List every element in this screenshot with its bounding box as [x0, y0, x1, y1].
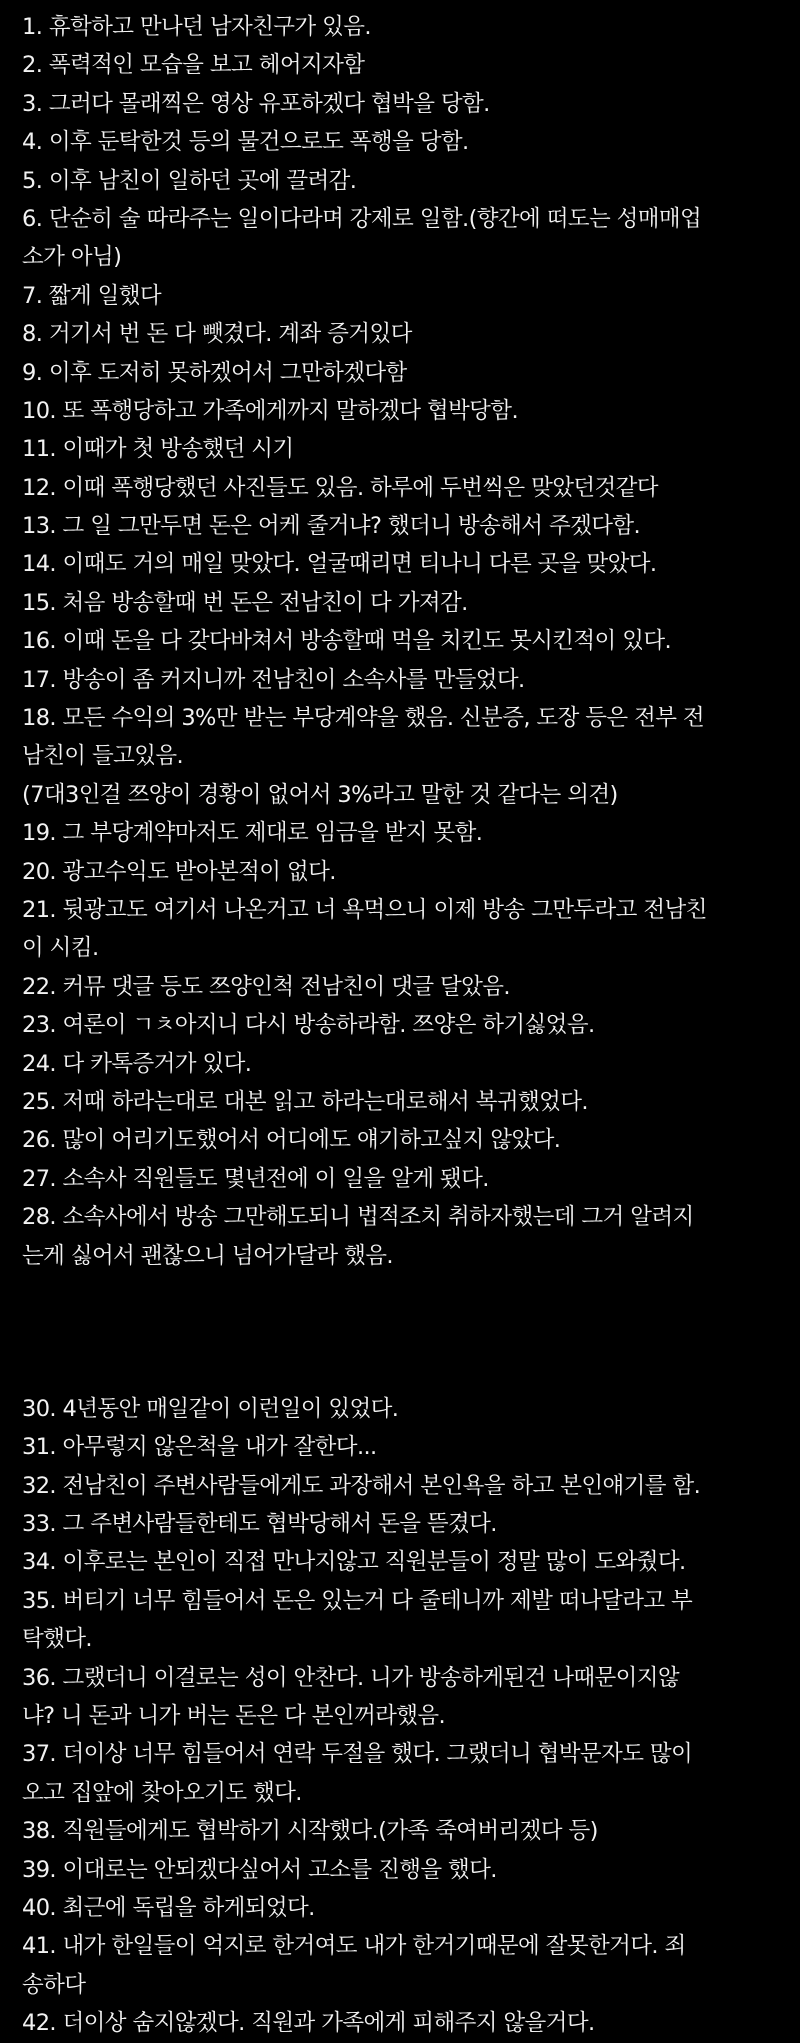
list-line: 31. 아무렇지 않은척을 내가 잘한다... — [22, 1434, 377, 1461]
list-line: 8. 거기서 번 돈 다 뺏겼다. 계좌 증거있다 — [22, 321, 412, 348]
list-line: 송하다 — [22, 1971, 86, 1998]
list-line: 13. 그 일 그만두면 돈은 어케 줄거냐? 했더니 방송해서 주겠다함. — [22, 513, 641, 540]
list-line: 27. 소속사 직원들도 몇년전에 이 일을 알게 됐다. — [22, 1165, 489, 1192]
list-line: 3. 그러다 몰래찍은 영상 유포하겠다 협박을 당함. — [22, 90, 490, 117]
list-line: 남친이 들고있음. — [22, 743, 184, 770]
list-line: 24. 다 카톡증거가 있다. — [22, 1050, 252, 1077]
list-line: 32. 전남친이 주변사람들에게도 과장해서 본인욕을 하고 본인얘기를 함. — [22, 1472, 701, 1499]
list-line: 4. 이후 둔탁한것 등의 물건으로도 폭행을 당함. — [22, 129, 469, 156]
list-line: 26. 많이 어리기도했어서 어디에도 얘기하고싶지 않았다. — [22, 1127, 561, 1154]
list-line: 25. 저때 하라는대로 대본 읽고 하라는대로해서 복귀했었다. — [22, 1088, 588, 1115]
list-line: 냐? 니 돈과 니가 버는 돈은 다 본인꺼라했음. — [22, 1703, 446, 1730]
list-line: 33. 그 주변사람들한테도 협박당해서 돈을 뜯겼다. — [22, 1511, 497, 1538]
list-line: 17. 방송이 좀 커지니까 전남친이 소속사를 만들었다. — [22, 666, 525, 693]
blank-gap — [22, 1275, 792, 1390]
list-line: 18. 모든 수익의 3%만 받는 부당계약을 했음. 신분증, 도장 등은 전부 전 — [22, 705, 705, 732]
list-line: 38. 직원들에게도 협박하기 시작했다.(가족 죽여버리겠다 등) — [22, 1818, 598, 1845]
list-line: 14. 이때도 거의 매일 맞았다. 얼굴때리면 티나니 다른 곳을 맞았다. — [22, 551, 657, 578]
list-line: (7대3인걸 쯔양이 경황이 없어서 3%라고 말한 것 같다는 의견) — [22, 781, 618, 808]
list-line: 40. 최근에 독립을 하게되었다. — [22, 1894, 315, 1921]
list-line: 는게 싫어서 괜찮으니 넘어가달라 했음. — [22, 1242, 393, 1269]
list-line: 19. 그 부당계약마저도 제대로 임금을 받지 못함. — [22, 820, 483, 847]
list-line: 7. 짧게 일했다 — [22, 282, 162, 309]
list-line: 10. 또 폭행당하고 가족에게까지 말하겠다 협박당함. — [22, 397, 518, 424]
list-line: 20. 광고수익도 받아본적이 없다. — [22, 858, 336, 885]
list-line: 22. 커뮤 댓글 등도 쯔양인척 전남친이 댓글 달았음. — [22, 973, 510, 1000]
list-line: 1. 휴학하고 만나던 남자친구가 있음. — [22, 14, 371, 40]
list-line: 39. 이대로는 안되겠다싶어서 고소를 진행을 했다. — [22, 1856, 497, 1883]
list-line: 12. 이때 폭행당했던 사진들도 있음. 하루에 두번씩은 맞았던것같다 — [22, 474, 658, 501]
list-line: 42. 더이상 숨지않겠다. 직원과 가족에게 피해주지 않을거다. — [22, 2010, 595, 2037]
list-line: 34. 이후로는 본인이 직접 만나지않고 직원분들이 정말 많이 도와줬다. — [22, 1549, 686, 1576]
list-line: 소가 아님) — [22, 244, 122, 271]
list-line: 35. 버티기 너무 힘들어서 돈은 있는거 다 줄테니까 제발 떠나달라고 부 — [22, 1587, 693, 1614]
list-line: 23. 여론이 ㄱㅊ아지니 다시 방송하라함. 쯔양은 하기싫었음. — [22, 1012, 595, 1039]
list-line: 36. 그랬더니 이걸로는 성이 안찬다. 니가 방송하게된건 나때문이지않 — [22, 1664, 680, 1691]
list-line: 41. 내가 한일들이 억지로 한거여도 내가 한거기때문에 잘못한거다. 죄 — [22, 1933, 686, 1960]
statement-list — [22, 8, 792, 2043]
list-line: 28. 소속사에서 방송 그만해도되니 법적조치 취하자했는데 그거 알려지 — [22, 1204, 694, 1231]
list-line: 5. 이후 남친이 일하던 곳에 끌려감. — [22, 167, 357, 194]
list-line: 오고 집앞에 찾아오기도 했다. — [22, 1779, 302, 1806]
list-line: 2. 폭력적인 모습을 보고 헤어지자함 — [22, 52, 365, 79]
list-line: 37. 더이상 너무 힘들어서 연락 두절을 했다. 그랬더니 협박문자도 많이 — [22, 1741, 693, 1768]
list-line: 16. 이때 돈을 다 갖다바쳐서 방송할때 먹을 치킨도 못시킨적이 있다. — [22, 628, 672, 655]
list-line: 21. 뒷광고도 여기서 나온거고 너 욕먹으니 이제 방송 그만두라고 전남친 — [22, 896, 707, 923]
list-line: 11. 이때가 첫 방송했던 시기 — [22, 436, 294, 463]
list-line: 30. 4년동안 매일같이 이런일이 있었다. — [22, 1395, 399, 1422]
list-line: 9. 이후 도저히 못하겠어서 그만하겠다함 — [22, 359, 407, 386]
list-line: 탁했다. — [22, 1626, 92, 1653]
list-line: 15. 처음 방송할때 번 돈은 전남친이 다 가져감. — [22, 589, 468, 616]
list-line: 6. 단순히 술 따라주는 일이다라며 강제로 일함.(향간에 떠도는 성매매업 — [22, 205, 702, 232]
list-line: 이 시킴. — [22, 935, 99, 962]
